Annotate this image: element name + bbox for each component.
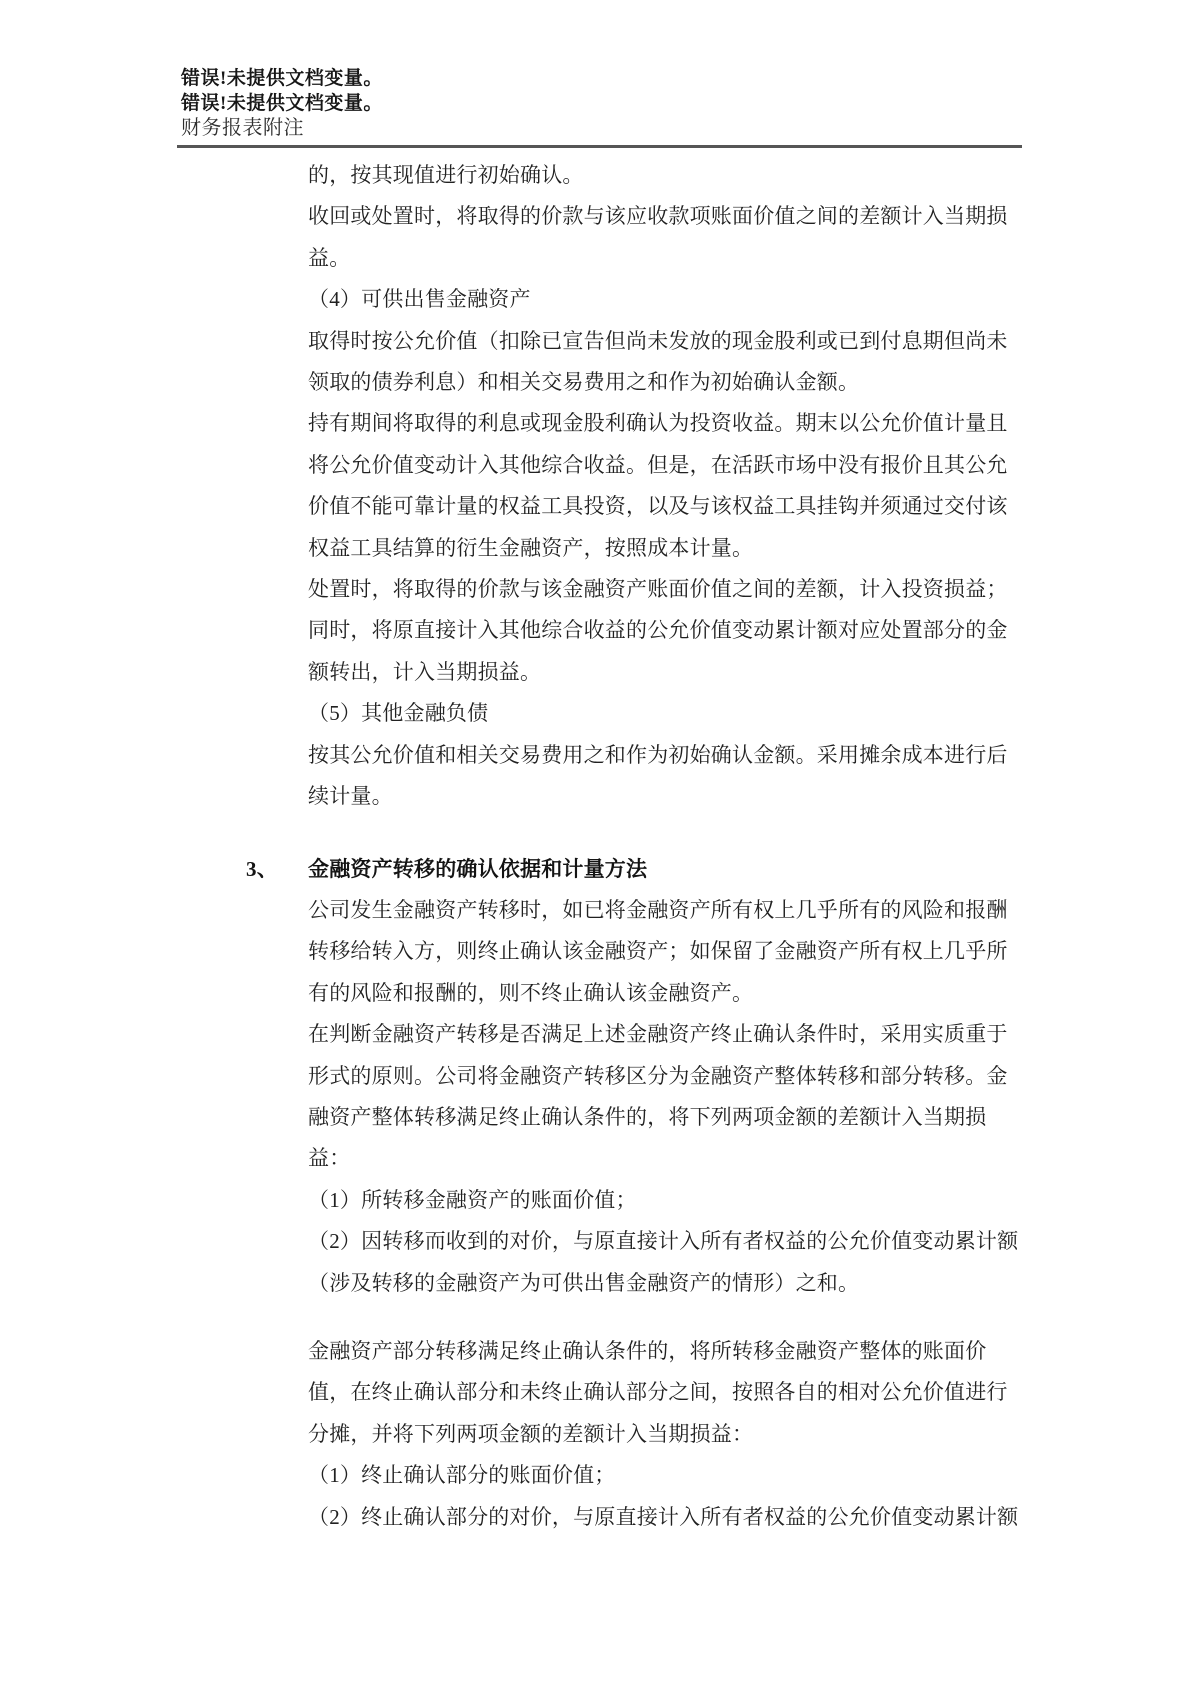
header-line-2: 错误!未提供文档变量。 <box>181 93 383 114</box>
section-title: 金融资产转移的确认依据和计量方法 <box>308 856 648 881</box>
text-line: 转移给转入方，则终止确认该金融资产；如保留了金融资产所有权上几乎所 <box>308 939 1008 964</box>
text-line: 在判断金融资产转移是否满足上述金融资产终止确认条件时，采用实质重于 <box>308 1022 1008 1047</box>
text-line: （涉及转移的金融资产为可供出售金融资产的情形）之和。 <box>308 1270 860 1295</box>
page-header <box>181 66 1022 148</box>
text-line: 值，在终止确认部分和未终止确认部分之间，按照各自的相对公允价值进行 <box>308 1380 1008 1405</box>
text-line: 分摊，并将下列两项金额的差额计入当期损益： <box>308 1421 754 1446</box>
text-line: 有的风险和报酬的，则不终止确认该金融资产。 <box>308 980 754 1005</box>
text-line: 持有期间将取得的利息或现金股利确认为投资收益。期末以公允价值计量且 <box>308 411 1008 436</box>
text-line: （1）所转移金融资产的账面价值； <box>308 1187 637 1212</box>
header-rule <box>177 145 1022 148</box>
paragraph-block-3 <box>308 1331 1019 1538</box>
text-line: 处置时，将取得的价款与该金融资产账面价值之间的差额，计入投资损益； <box>308 577 1008 602</box>
text-line: 金融资产部分转移满足终止确认条件的，将所转移金融资产整体的账面价 <box>308 1338 987 1363</box>
text-line: （5）其他金融负债 <box>308 701 489 726</box>
text-line: 按其公允价值和相关交易费用之和作为初始确认金额。采用摊余成本进行后 <box>308 742 1008 767</box>
text-line: 续计量。 <box>308 784 393 809</box>
paragraph-block-1 <box>308 155 1012 818</box>
paragraph-block-2 <box>308 890 1019 1304</box>
text-line: （2）因转移而收到的对价，与原直接计入所有者权益的公允价值变动累计额 <box>308 1229 1019 1254</box>
header-line-1: 错误!未提供文档变量。 <box>181 68 383 89</box>
text-line: 取得时按公允价值（扣除已宣告但尚未发放的现金股利或已到付息期但尚未 <box>308 328 1008 353</box>
text-line: （4）可供出售金融资产 <box>308 287 531 312</box>
text-line: （2）终止确认部分的对价，与原直接计入所有者权益的公允价值变动累计额 <box>308 1504 1019 1529</box>
document-body <box>246 155 1019 1538</box>
text-line: （1）终止确认部分的账面价值； <box>308 1463 616 1488</box>
section-heading <box>246 849 1012 890</box>
text-line: 公司发生金融资产转移时，如已将金融资产所有权上几乎所有的风险和报酬 <box>308 897 1008 922</box>
text-line: 形式的原则。公司将金融资产转移区分为金融资产整体转移和部分转移。金 <box>308 1063 1008 1088</box>
text-line: 益： <box>308 1146 351 1171</box>
text-line: 领取的债券利息）和相关交易费用之和作为初始确认金额。 <box>308 370 860 395</box>
text-line: 权益工具结算的衍生金融资产，按照成本计量。 <box>308 535 754 560</box>
text-line: 的，按其现值进行初始确认。 <box>308 163 584 187</box>
text-line: 益。 <box>308 245 351 270</box>
section-number: 3、 <box>246 856 278 881</box>
text-line: 价值不能可靠计量的权益工具投资，以及与该权益工具挂钩并须通过交付该 <box>308 494 1008 519</box>
header-line-3: 财务报表附注 <box>181 117 304 139</box>
text-line: 同时，将原直接计入其他综合收益的公允价值变动累计额对应处置部分的金 <box>308 618 1008 643</box>
text-line: 收回或处置时，将取得的价款与该应收款项账面价值之间的差额计入当期损 <box>308 204 1008 229</box>
text-line: 融资产整体转移满足终止确认条件的，将下列两项金额的差额计入当期损 <box>308 1104 987 1129</box>
text-line: 将公允价值变动计入其他综合收益。但是，在活跃市场中没有报价且其公允 <box>308 452 1008 477</box>
text-line: 额转出，计入当期损益。 <box>308 659 542 684</box>
